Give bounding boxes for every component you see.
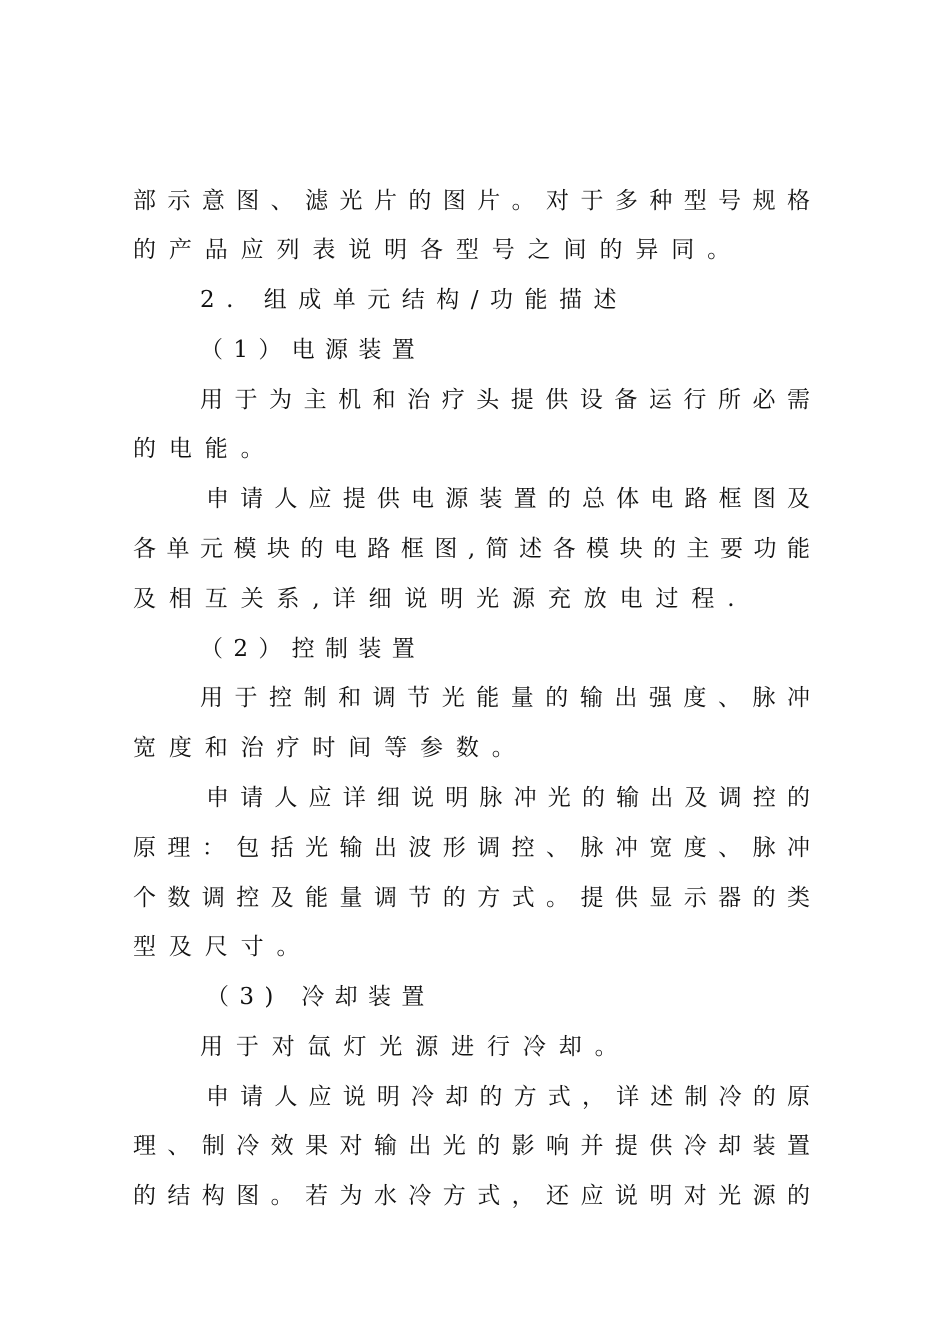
text-line-7: 申请人应提供电源装置的总体电路框图及 [206, 486, 810, 512]
text-line-19: 申请人应说明冷却的方式，详述制冷的原 [206, 1084, 810, 1110]
text-line-20: 理、制冷效果对输出光的影响并提供冷却装置 [133, 1133, 810, 1159]
text-line-2: 的产品应列表说明各型号之间的异同。 [133, 237, 743, 263]
section-heading: 2. 组成单元结构/功能描述 [200, 287, 629, 313]
subsection-heading-power: （1）电源装置 [200, 337, 426, 363]
subsection-heading-control: （2）控制装置 [200, 636, 426, 662]
text-line-1: 部示意图、滤光片的图片。对于多种型号规格 [133, 188, 810, 214]
text-line-21: 的结构图。若为水冷方式，还应说明对光源的 [133, 1183, 810, 1209]
text-line-18: 用于对氙灯光源进行冷却。 [200, 1034, 631, 1060]
text-line-12: 宽度和治疗时间等参数。 [133, 735, 528, 761]
text-line-15: 个数调控及能量调节的方式。提供显示器的类 [133, 885, 810, 911]
subsection-heading-cooling: （3) 冷却装置 [206, 984, 435, 1010]
text-line-6: 的电能。 [133, 436, 277, 462]
text-line-9: 及相互关系,详细说明光源充放电过程. [133, 586, 748, 612]
text-line-13: 申请人应详细说明脉冲光的输出及调控的 [206, 785, 810, 811]
text-line-14: 原理：包括光输出波形调控、脉冲宽度、脉冲 [133, 835, 810, 861]
text-line-16: 型及尺寸。 [133, 934, 313, 960]
text-line-5: 用于为主机和治疗头提供设备运行所必需 [200, 387, 810, 413]
text-line-11: 用于控制和调节光能量的输出强度、脉冲 [200, 685, 810, 711]
text-line-8: 各单元模块的电路框图,简述各模块的主要功能 [133, 536, 810, 562]
